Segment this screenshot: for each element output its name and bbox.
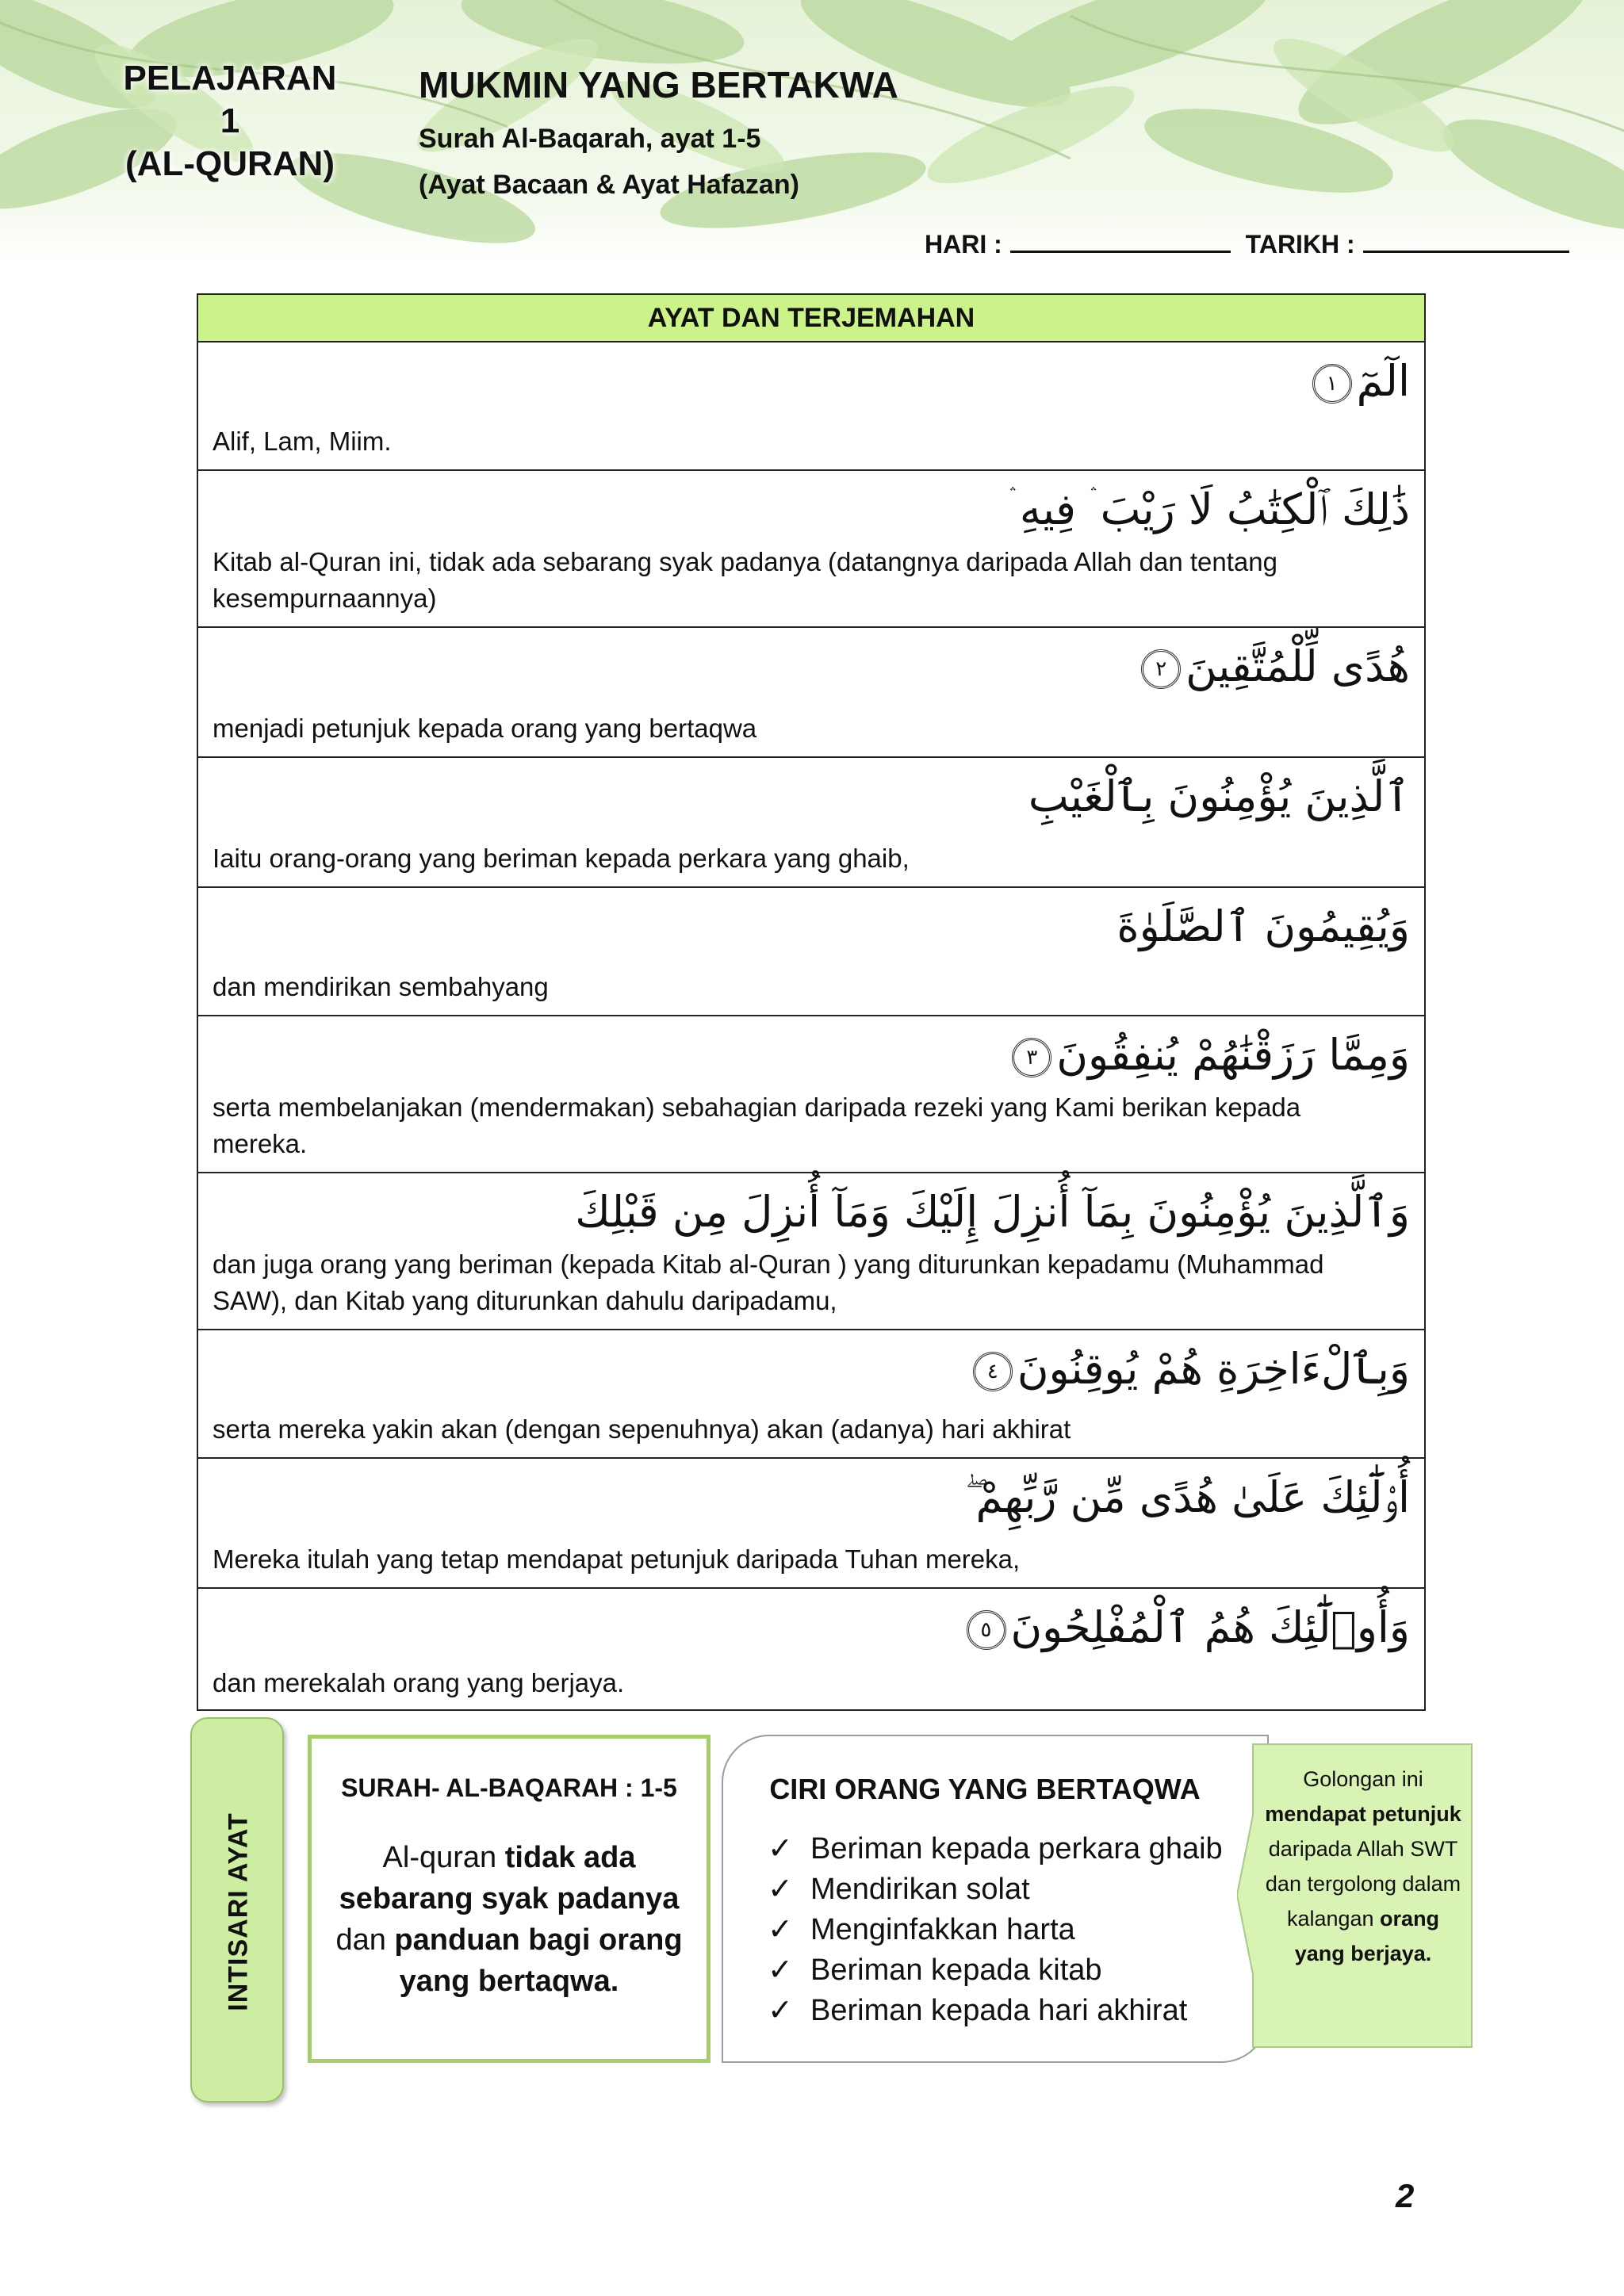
tarikh-label: TARIKH :: [1245, 230, 1355, 258]
lesson-label-text: PELAJARAN 1 (AL-QURAN): [123, 59, 337, 183]
surah-summary-body: [327, 1837, 691, 2002]
trait-item: [768, 1990, 1223, 2030]
callout-text-part: Golongan ini: [1303, 1767, 1423, 1791]
arabic-verse: [965, 1470, 1410, 1525]
trait-label: Beriman kepada hari akhirat: [810, 1994, 1188, 2027]
arabic-text: ٱلَّذِينَ يُؤْمِنُونَ بِٱلْغَيْبِ: [1028, 771, 1410, 821]
callout-text: [1259, 1762, 1467, 1971]
translation-text: serta mereka yakin akan (dengan sepenuhnya) akan (adanya) hari akhirat: [213, 1414, 1071, 1444]
verse-row: [198, 342, 1424, 471]
callout-text-bold: mendapat petunjuk: [1265, 1802, 1461, 1826]
page-title: MUKMIN YANG BERTAKWA: [419, 64, 898, 105]
arabic-text: وَٱلَّذِينَ يُؤْمِنُونَ بِمَآ أُنزِلَ إِلَيْكَ وَمَآ أُنزِلَ مِن قَبْلِكَ: [575, 1187, 1410, 1237]
taqwa-traits-list: [768, 1828, 1223, 2030]
page-number: 2: [1396, 2177, 1415, 2214]
date-line: [925, 228, 1577, 259]
verse-row: [198, 471, 1424, 628]
arabic-text: وَيُقِيمُونَ ٱلصَّلَوٰةَ: [1116, 901, 1410, 951]
surah-reference: Surah Al-Baqarah, ayat 1-5: [419, 124, 761, 154]
verse-row: [198, 1459, 1424, 1589]
verse-row: [198, 1016, 1424, 1173]
ayah-number-icon: ٤: [973, 1352, 1013, 1391]
callout-text-bold: orang yang berjaya.: [1294, 1907, 1440, 1965]
intisari-label: INTISARI AYAT: [223, 1812, 254, 2011]
trait-item: [768, 1869, 1223, 1909]
summary-text-bold: panduan bagi orang yang bertaqwa.: [394, 1923, 683, 1998]
translation-text: menjadi petunjuk kepada orang yang bertaqwa: [213, 714, 757, 743]
check-icon: ✓: [768, 1992, 793, 2027]
translation-text: dan merekalah orang yang berjaya.: [213, 1668, 625, 1697]
arabic-verse: [967, 1600, 1410, 1655]
check-icon: ✓: [768, 1911, 793, 1946]
arabic-verse: [575, 1184, 1410, 1240]
check-icon: ✓: [768, 1952, 793, 1987]
translation-text: Kitab al-Quran ini, tidak ada sebarang syak padanya (datangnya daripada Allah dan tentang kesempurnaannya): [213, 547, 1277, 613]
arabic-text: وَبِٱلْءَاخِرَةِ هُمْ يُوقِنُونَ: [1017, 1344, 1410, 1394]
arabic-verse: [1312, 354, 1410, 409]
surah-summary-box: [308, 1735, 710, 2063]
taqwa-traits-box: [722, 1735, 1269, 2063]
arabic-text: هُدًى لِّلْمُتَّقِينَ: [1185, 641, 1410, 691]
surah-summary-title: SURAH- AL-BAQARAH : 1-5: [341, 1774, 677, 1802]
arabic-text: الٓمٓ: [1356, 356, 1410, 406]
verse-rows: [198, 342, 1424, 1711]
translation-text: Iaitu orang-orang yang beriman kepada perkara yang ghaib,: [213, 844, 910, 873]
arabic-text: ذَٰلِكَ ٱلْكِتَٰبُ لَا رَيْبَ ۛ فِيهِ ۛ: [1009, 484, 1410, 534]
translation-text: dan juga orang yang beriman (kepada Kitab al-Quran ) yang diturunkan kepadamu (Muhammad SAW), dan Kitab yang diturunkan dahulu daripadamu,: [213, 1249, 1324, 1315]
trait-label: Mendirikan solat: [810, 1873, 1030, 1906]
arabic-verse: [1028, 769, 1410, 825]
arabic-verse: [1012, 1027, 1410, 1083]
arabic-text: وَمِمَّا رَزَقْنَٰهُمْ يُنفِقُونَ: [1056, 1030, 1410, 1080]
translation-text: serta membelanjakan (mendermakan) sebahagian daripada rezeki yang Kami berikan kepada mereka.: [213, 1093, 1301, 1158]
summary-text: dan: [335, 1923, 395, 1957]
verse-row: [198, 1330, 1424, 1459]
verse-row: [198, 888, 1424, 1016]
check-icon: ✓: [768, 1871, 793, 1906]
arabic-verse: [1141, 639, 1410, 695]
trait-label: Beriman kepada kitab: [810, 1954, 1102, 1987]
check-icon: ✓: [768, 1831, 793, 1866]
trait-item: [768, 1828, 1223, 1869]
trait-item: [768, 1950, 1223, 1990]
hari-field[interactable]: [1010, 228, 1231, 253]
verse-table: [197, 293, 1426, 1711]
tarikh-field[interactable]: [1363, 228, 1569, 253]
lesson-label: [111, 57, 349, 186]
verse-row: [198, 758, 1424, 888]
table-heading: AYAT DAN TERJEMAHAN: [198, 295, 1424, 342]
ayah-number-icon: ٥: [967, 1610, 1006, 1650]
ayah-number-icon: ٢: [1141, 649, 1181, 689]
ayah-number-icon: ٣: [1012, 1038, 1051, 1077]
hari-label: HARI :: [925, 230, 1002, 258]
arabic-text: وَأُو۟لَٰٓئِكَ هُمُ ٱلْمُفْلِحُونَ: [1010, 1602, 1410, 1652]
verse-row: [198, 628, 1424, 758]
summary-text: Al-quran: [382, 1841, 505, 1874]
arabic-verse: [1116, 899, 1410, 955]
arabic-text: أُو۟لَٰٓئِكَ عَلَىٰ هُدًى مِّن رَّبِّهِمْ ۖ: [965, 1472, 1410, 1522]
verse-row: [198, 1173, 1424, 1330]
taqwa-traits-title: CIRI ORANG YANG BERTAQWA: [769, 1773, 1201, 1805]
ayah-number-icon: ١: [1312, 364, 1352, 404]
arabic-verse: [973, 1341, 1410, 1397]
verse-row: [198, 1589, 1424, 1711]
translation-text: dan mendirikan sembahyang: [213, 972, 549, 1001]
lesson-type: (Ayat Bacaan & Ayat Hafazan): [419, 170, 799, 200]
translation-text: Alif, Lam, Miim.: [213, 427, 392, 456]
arabic-verse: [1009, 482, 1410, 538]
callout-text-part: daripada Allah SWT dan tergolong dalam kalangan: [1265, 1837, 1461, 1931]
trait-item: [768, 1909, 1223, 1950]
intisari-tab: [190, 1717, 284, 2103]
translation-text: Mereka itulah yang tetap mendapat petunjuk daripada Tuhan mereka,: [213, 1544, 1021, 1574]
trait-label: Beriman kepada perkara ghaib: [810, 1832, 1223, 1866]
summary-text-bold: tidak ada sebarang syak padanya: [339, 1841, 680, 1915]
trait-label: Menginfakkan harta: [810, 1913, 1075, 1946]
